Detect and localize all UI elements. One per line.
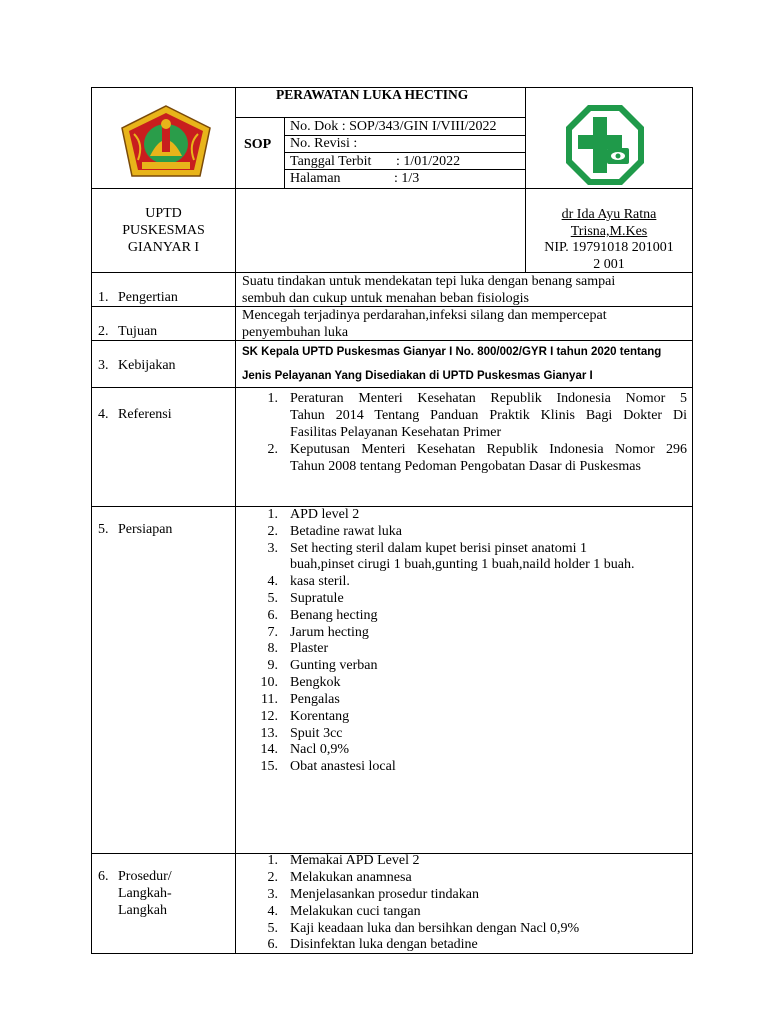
prosedur-num: 5. (267, 921, 278, 936)
org-line-uptd: UPTD (145, 206, 182, 221)
persiapan-item: Set hecting steril dalam kupet berisi pinset anatomi 1 (290, 541, 588, 556)
persiapan-num: 11. (261, 692, 278, 707)
referensi-2-line-2: Tahun 2008 tentang Pedoman Pengobatan Dasar di Puskesmas (290, 459, 641, 474)
section-5-num: 5. (98, 522, 109, 537)
persiapan-num: 4. (267, 574, 278, 589)
persiapan-item: Spuit 3cc (290, 726, 343, 741)
prosedur-item: Disinfektan luka dengan betadine (290, 937, 478, 952)
persiapan-num: 9. (267, 658, 278, 673)
sop-label: SOP (244, 137, 272, 152)
section-5-label: Persiapan (118, 522, 173, 537)
section-6-num: 6. (98, 869, 109, 884)
prosedur-num: 1. (267, 853, 278, 868)
persiapan-item: Korentang (290, 709, 350, 724)
persiapan-item: Gunting verban (290, 658, 378, 673)
persiapan-num: 6. (267, 608, 278, 623)
pengertian-text-1: Suatu tindakan untuk mendekatan tepi luka dengan benang sampai (242, 274, 616, 289)
persiapan-item: Supratule (290, 591, 344, 606)
section-1-num: 1. (98, 290, 109, 305)
prosedur-item: Memakai APD Level 2 (290, 853, 420, 868)
section-2-num: 2. (98, 324, 109, 339)
kebijakan-text-2: Jenis Pelayanan Yang Disediakan di UPTD Puskesmas Gianyar I (242, 370, 593, 382)
persiapan-item: Pengalas (290, 692, 340, 707)
gianyar-emblem-logo (120, 104, 212, 180)
halaman-value: : 1/3 (394, 171, 420, 186)
prosedur-num: 3. (267, 887, 278, 902)
section-6-label-1: Prosedur/ (118, 869, 172, 884)
persiapan-num: 2. (267, 524, 278, 539)
tujuan-text-2: penyembuhan luka (242, 325, 349, 340)
persiapan-item: Bengkok (290, 675, 341, 690)
pengertian-text-2: sembuh dan cukup untuk menahan beban fisiologis (242, 291, 529, 306)
persiapan-item: Jarum hecting (290, 625, 369, 640)
persiapan-item: Benang hecting (290, 608, 378, 623)
prosedur-num: 2. (267, 870, 278, 885)
persiapan-num: 8. (267, 641, 278, 656)
section-4-num: 4. (98, 407, 109, 422)
signatory-nip-1: NIP. 19791018 201001 (544, 240, 674, 255)
kebijakan-text-1: SK Kepala UPTD Puskesmas Gianyar I No. 800/002/GYR I tahun 2020 tentang (242, 346, 662, 358)
persiapan-item: Obat anastesi local (290, 759, 396, 774)
persiapan-num: 1. (267, 507, 278, 522)
section-6-label-2: Langkah- (118, 886, 172, 901)
referensi-1-line-1: Peraturan Menteri Kesehatan Republik Indonesia Nomor 5 (290, 391, 687, 406)
persiapan-item: Plaster (290, 641, 329, 656)
document-title: PERAWATAN LUKA HECTING (276, 87, 469, 102)
referensi-1-line-2: Tahun 2014 Tentang Panduan Praktik Klinis Bagi Dokter Di (290, 408, 687, 423)
persiapan-item: Betadine rawat luka (290, 524, 402, 539)
halaman-label: Halaman (290, 171, 341, 186)
section-1-label: Pengertian (118, 290, 178, 305)
prosedur-item: Menjelasankan prosedur tindakan (290, 887, 479, 902)
tanggal-terbit-value: : 1/01/2022 (396, 154, 461, 169)
tanggal-terbit-label: Tanggal Terbit (290, 154, 372, 169)
persiapan-item: Nacl 0,9% (290, 742, 350, 757)
no-revisi: No. Revisi : (290, 136, 358, 151)
puskesmas-logo (565, 104, 645, 186)
persiapan-num: 14. (260, 742, 278, 757)
org-line-puskesmas: PUSKESMAS (122, 223, 205, 238)
signatory-name-1: dr Ida Ayu Ratna (561, 207, 657, 222)
persiapan-num: 3. (267, 541, 278, 556)
prosedur-num: 4. (267, 904, 278, 919)
persiapan-num: 12. (260, 709, 278, 724)
referensi-1-line-3: Fasilitas Pelayanan Kesehatan Primer (290, 425, 502, 440)
section-2-label: Tujuan (118, 324, 158, 339)
prosedur-item: Kaji keadaan luka dan bersihkan dengan Nacl 0,9% (290, 921, 580, 936)
referensi-num-1: 1. (267, 391, 278, 406)
referensi-num-2: 2. (267, 442, 278, 457)
persiapan-num: 5. (267, 591, 278, 606)
section-3-label: Kebijakan (118, 358, 176, 373)
section-4-label: Referensi (118, 407, 172, 422)
persiapan-item: kasa steril. (290, 574, 350, 589)
signatory-nip-2: 2 001 (593, 257, 625, 272)
prosedur-num: 6. (267, 937, 278, 952)
section-6-label-3: Langkah (118, 903, 167, 918)
no-dok: No. Dok : SOP/343/GIN I/VIII/2022 (290, 119, 497, 134)
persiapan-num: 13. (260, 726, 278, 741)
persiapan-item: APD level 2 (290, 507, 360, 522)
section-3-num: 3. (98, 358, 109, 373)
persiapan-num: 7. (267, 625, 278, 640)
prosedur-item: Melakukan anamnesa (290, 870, 412, 885)
prosedur-item: Melakukan cuci tangan (290, 904, 421, 919)
referensi-2-line-1: Keputusan Menteri Kesehatan Republik Indonesia Nomor 296 (290, 442, 687, 457)
org-line-gianyar: GIANYAR I (127, 240, 200, 255)
persiapan-num: 10. (260, 675, 278, 690)
persiapan-num: 15. (260, 759, 278, 774)
signatory-name-2: Trisna,M.Kes (570, 224, 648, 239)
tujuan-text-1: Mencegah terjadinya perdarahan,infeksi silang dan mempercepat (242, 308, 607, 323)
persiapan-item-continued: buah,pinset cirugi 1 buah,gunting 1 buah,naild holder 1 buah. (290, 557, 635, 572)
